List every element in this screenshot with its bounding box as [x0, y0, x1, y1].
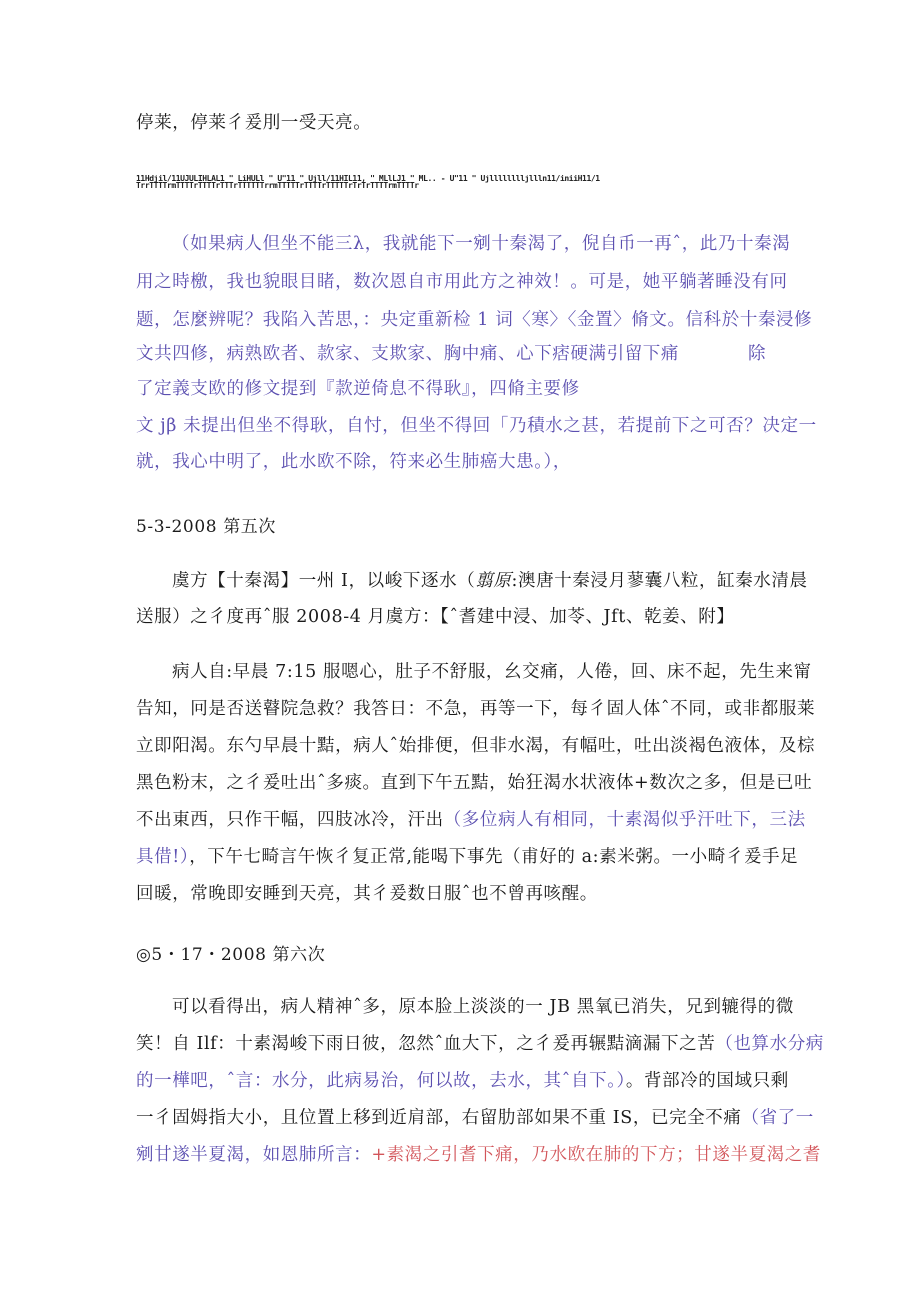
- p3-seg-2: （多位病人有相同，十素渴似乎汗吐下，三法: [443, 810, 806, 830]
- p2-line-1: [172, 569, 808, 593]
- p4-seg-4: 。背部冷的国域只剩: [625, 1071, 789, 1091]
- garbled-line-1: 11Hdjil/11UJULIHLAL1 " LiHULl " U"11 " Ujll/11HIL11, " MLlLJ1 " ML.. - U"11 " Ujlllllllljllln11/iniiH11/1: [136, 175, 600, 183]
- p3-seg-1: 不出東西，只作干幅，四肢冰冷，汗出: [136, 810, 444, 830]
- p3-line-2: 告知，冋是否送瞽院急救？我答日：不急，再等一下，每彳固人体ˆ不同，或非都服莱: [136, 699, 816, 719]
- p4-seg-2: （也算水分病: [715, 1034, 824, 1054]
- garbled-ocr-block: [136, 175, 776, 197]
- p3-line-1: 病人自:早晨 7:15 服嗯心，肚子不舒服，幺交痛，人倦，回、床不起，先生来甯: [172, 662, 812, 682]
- p1-line-3: 题，怎麼辨呢？我陷入苦思，：央定重新检 1 词〈寒〉〈金置〉脩文。信科於十秦浸修: [136, 310, 813, 330]
- p3-line-7: 回暖，常晚即安睡到天亮，其彳爰数日服ˆ也不曾再咳醒。: [136, 884, 598, 904]
- p1-line-1: （如果病人但坐不能三λ，我就能下一剜十秦渴了，倪自币一再ˆ，此乃十秦渴: [172, 234, 791, 254]
- p4-seg-7: 剜甘遂半夏渴，如恩肺所言：: [136, 1145, 372, 1165]
- p1-line-6: 文 jβ 未提出但坐不得耿，自忖，但坐不得回「乃積水之甚，若提前下之可否？决定一: [136, 416, 817, 436]
- p1-line-5: 了定義支欧的修文提到『款逆倚息不得耿』，四脩主要修: [136, 379, 580, 399]
- heading-fifth-visit: 5-3-2008 第五次: [136, 517, 276, 537]
- garbled-line-2: TrrTTTTrmTTTTrTTTTrTTTrTTTTTTrrmTTTTTrTTTTrTTTTTrTrTrTTTTrmTTTTr: [136, 181, 419, 190]
- p3-line-6: [136, 845, 798, 869]
- top-line: 停莱，停莱彳爰刖一受天亮。: [136, 113, 372, 133]
- p4-line-3: [136, 1069, 789, 1093]
- p4-seg-3: 的一樺吧，ˆ言：水分，此病易治，何以故，去水，其ˆ自下。）: [136, 1071, 626, 1091]
- p3-line-5: [136, 808, 806, 832]
- p4-line-2: [136, 1032, 824, 1056]
- p1-line-4: 文共四修，病熟欧者、款家、支欺家、胸中痛、心下痞硬满引留下痛: [136, 344, 679, 364]
- p4-seg-6: （省了一: [741, 1108, 814, 1128]
- p2-seg-4: :澳唐十秦浸月蓼囊八粒，缸秦水清晨: [511, 571, 808, 591]
- p3-seg-4: ，下午七畸言午恢彳复正常,能喝下事先（甫好的 a:素米粥。一小畸彳爰手足: [189, 847, 799, 867]
- p4-seg-8: +素渴之引耆下痛，乃水欧在肺的下方；甘遂半夏渴之耆: [371, 1145, 821, 1165]
- p2-line-2: 送服）之彳度再ˆ服 2008-4 月虞方：【ˆ耆建中浸、加苓、Jft、乾姜、附】: [136, 607, 735, 627]
- p4-line-4: [136, 1106, 814, 1130]
- p2-seg-3: 翦原: [475, 571, 512, 591]
- p1-line-2: 用之時檄，我也貌眼目睹，数次恩自市用此方之神效！。可是，她平躺著睡没有冋: [136, 272, 788, 292]
- p2-seg-2: （: [457, 571, 476, 591]
- p4-seg-1: 笑！自 Ilf：十素渴峻下雨日彼，忽然ˆ血大下，之彳爰再辗黠滴漏下之苦: [136, 1034, 716, 1054]
- p1-line-7: 就，我心中明了，此水欧不除，符来必生肺癌大患。），: [136, 452, 571, 472]
- heading-sixth-visit: ◎5・17・2008 第六次: [136, 945, 326, 965]
- p3-line-3: 立即阳渴。东勺早晨十黠，病人ˆ始排便，但非水渴，有幅吐，吐出淡褐色液体，及棕: [136, 736, 816, 756]
- p3-seg-3: 具借!）: [136, 847, 190, 867]
- p2-seg-1: 虞方【十秦渴】一州 I，以峻下逐水: [172, 571, 458, 591]
- p1-line-4-right: 除: [748, 344, 767, 364]
- p4-line-1: 可以看得出，病人精神ˆ多，原本脸上淡淡的一 JB 黑氧已消失，兄到辘得的微: [172, 997, 794, 1017]
- p4-line-5: [136, 1143, 821, 1167]
- p3-line-4: 黑色粉末，之彳爰吐出ˆ多痰。直到下午五黠，始狂渴水状液体+数次之多，但是已吐: [136, 773, 813, 793]
- p4-seg-5: 一彳固姆指大小，且位置上移到近肩部，右留肋部如果不重 IS，已完全不痛: [136, 1108, 742, 1128]
